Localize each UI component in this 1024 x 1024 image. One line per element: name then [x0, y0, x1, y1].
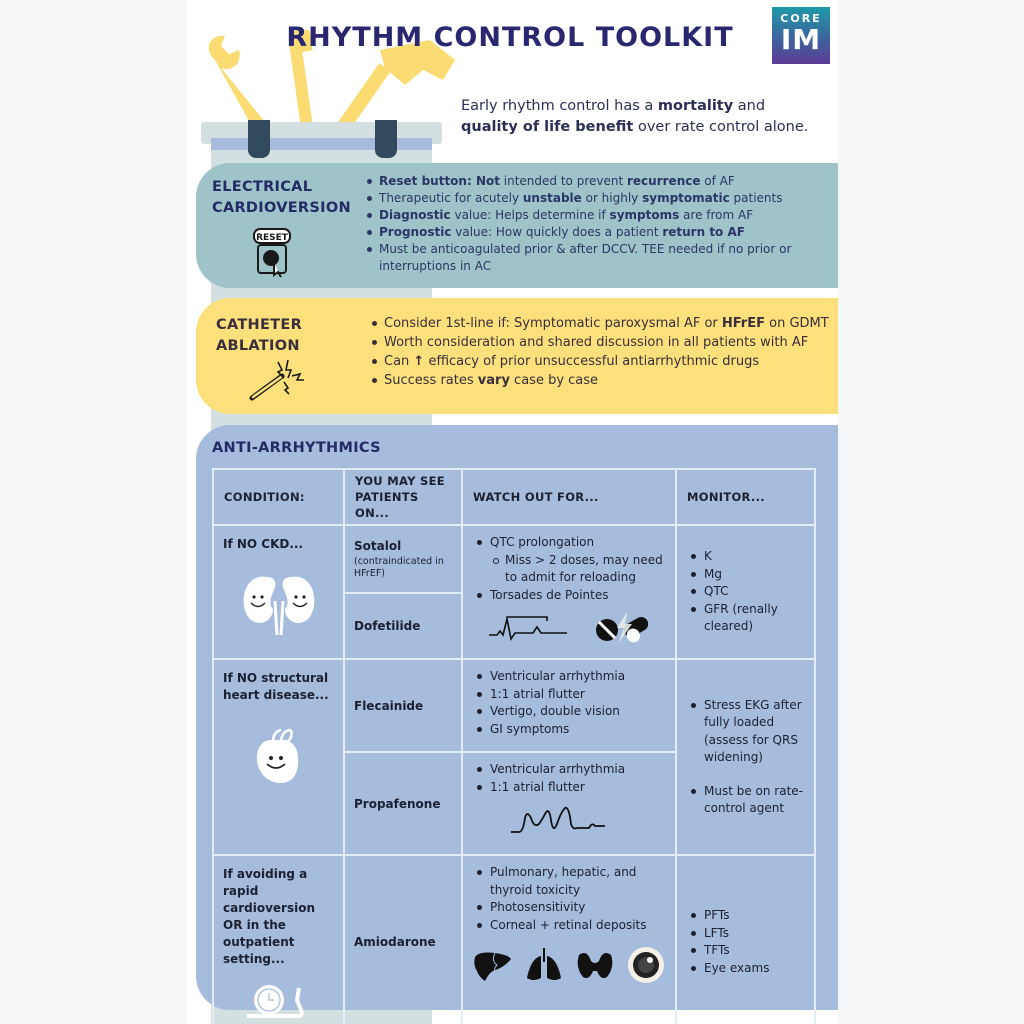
list-item: Must be on rate-control agent	[687, 783, 804, 818]
list-item: Can ↑ efficacy of prior unsuccessful antiarrhythmic drugs	[371, 352, 831, 371]
catheter-ablation-bullets	[371, 314, 831, 390]
up-arrow-icon: ↑	[413, 354, 425, 369]
watch-list	[473, 534, 665, 604]
list-item: Eye exams	[687, 960, 804, 978]
thyroid-icon	[575, 949, 615, 981]
list-item: Worth consideration and shared discussion in all patients with AF	[371, 333, 831, 352]
column-header-drugs: YOU MAY SEE PATIENTS ON...	[344, 469, 462, 525]
list-item: LFTs	[687, 925, 804, 943]
list-item: Consider 1st-line if: Symptomatic paroxysmal AF or HFrEF on GDMT	[371, 314, 831, 333]
toolbox-handle-left	[248, 120, 270, 158]
list-item: Mg	[687, 566, 804, 584]
ablation-catheter-icon	[248, 358, 308, 402]
list-item: Success rates vary case by case	[371, 371, 831, 390]
list-item: Reset button: Not intended to prevent recurrence of AF	[366, 173, 826, 190]
prolonged-qt-ecg-icon	[487, 615, 571, 641]
list-item: Therapeutic for acutely unstable or highly symptomatic patients	[366, 190, 826, 207]
toolbox-stripe	[211, 138, 432, 150]
list-item: Pulmonary, hepatic, and thyroid toxicity	[473, 864, 665, 899]
list-item: GFR (renally cleared)	[687, 601, 804, 636]
drug-cell: Propafenone	[344, 752, 462, 855]
antiarrhythmics-card	[196, 425, 838, 1010]
condition-cell: If avoiding a rapid cardioversion OR in the outpatient setting...	[213, 855, 344, 1024]
watch-cell	[462, 752, 676, 855]
card-title: CATHETER ABLATION	[216, 317, 303, 354]
card-title: ELECTRICAL CARDIOVERSION	[212, 179, 351, 216]
list-item: Ventricular arrhythmia	[473, 668, 665, 686]
core-im-logo[interactable]	[772, 7, 830, 64]
list-item: Corneal + retinal deposits	[473, 917, 665, 935]
table-row	[213, 525, 815, 593]
monitor-cell	[676, 525, 815, 659]
list-item: Ventricular arrhythmia	[473, 761, 665, 779]
logo-line2: IM	[780, 23, 822, 56]
antiarrhythmics-table	[212, 468, 816, 1024]
card-title: ANTI-ARRHYTHMICS	[212, 440, 381, 456]
list-item: 1:1 atrial flutter	[473, 779, 665, 797]
drug-cell: Sotalol (contraindicated in HFrEF)	[344, 525, 462, 593]
arrhythmia-waveform-icon	[509, 804, 629, 838]
intro-text: Early rhythm control has a mortality and quality of life benefit over rate control alone.	[461, 98, 809, 135]
svg-text:RESET: RESET	[256, 233, 288, 243]
watch-cell	[462, 855, 676, 1024]
list-item: QTC	[687, 583, 804, 601]
liver-icon	[473, 949, 513, 981]
lungs-icon	[525, 948, 563, 982]
list-item: QTC prolongation	[473, 534, 665, 552]
monitor-list	[687, 548, 804, 636]
condition-cell: If NO CKD...	[213, 525, 344, 659]
monitor-cell	[676, 659, 815, 855]
table-header-row	[213, 469, 815, 525]
drug-cell: Dofetilide	[344, 593, 462, 659]
watch-cell	[462, 659, 676, 752]
list-item: Miss > 2 doses, may need to admit for reloading	[473, 552, 665, 587]
list-item: K	[687, 548, 804, 566]
watch-cell	[462, 525, 676, 659]
happy-kidneys-icon	[237, 571, 321, 635]
list-item: Torsades de Pointes	[473, 587, 665, 605]
condition-cell: If NO structural heart disease...	[213, 659, 344, 855]
column-header-condition: CONDITION:	[213, 469, 344, 525]
reset-button-icon	[248, 227, 296, 279]
watch-list	[473, 668, 665, 738]
eye-icon	[627, 946, 665, 984]
column-header-monitor: MONITOR...	[676, 469, 815, 525]
pill-interaction-icon	[593, 612, 653, 644]
monitor-list	[687, 907, 804, 977]
column-header-watch: WATCH OUT FOR...	[462, 469, 676, 525]
electrical-cardioversion-bullets	[366, 173, 826, 275]
electrical-cardioversion-card	[196, 163, 838, 288]
catheter-ablation-card	[196, 298, 838, 414]
list-item: Photosensitivity	[473, 899, 665, 917]
list-item: Must be anticoagulated prior & after DCCV. TEE needed if no prior or interruptions in AC	[366, 241, 826, 275]
list-item: TFTs	[687, 942, 804, 960]
list-item: PFTs	[687, 907, 804, 925]
table-row	[213, 855, 815, 1024]
toolbox-handle-right	[375, 120, 397, 158]
list-item: 1:1 atrial flutter	[473, 686, 665, 704]
monitor-list	[687, 697, 804, 818]
watch-list	[473, 864, 665, 934]
monitor-cell	[676, 855, 815, 1024]
table-row	[213, 659, 815, 752]
list-item: Stress EKG after fully loaded (assess for QRS widening)	[687, 697, 804, 767]
list-item: GI symptoms	[473, 721, 665, 739]
happy-heart-icon	[251, 726, 307, 790]
list-item: Prognostic value: How quickly does a patient return to AF	[366, 224, 826, 241]
list-item: Vertigo, double vision	[473, 703, 665, 721]
drug-cell: Flecainide	[344, 659, 462, 752]
drug-cell: Amiodarone	[344, 855, 462, 1024]
list-item: Diagnostic value: Helps determine if symptoms are from AF	[366, 207, 826, 224]
page-title: RHYTHM CONTROL TOOLKIT	[286, 22, 734, 53]
logo-line1: CORE	[780, 12, 822, 25]
watch-list	[473, 761, 665, 796]
snail-clock-icon	[245, 980, 305, 1018]
